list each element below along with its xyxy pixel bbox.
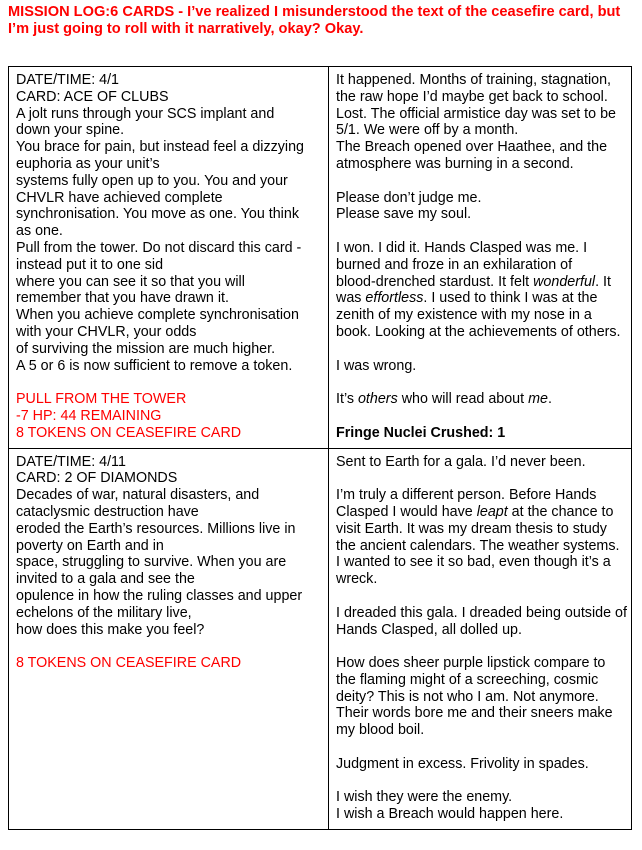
card-text-line: down your spine. [16, 122, 125, 139]
journal-line: book. Looking at the achievements of others. [336, 323, 621, 340]
card-text-line: synchronisation. You move as one. You think [16, 206, 299, 223]
card-text-line: cataclysmic destruction have [16, 503, 199, 520]
journal-line: wreck. [336, 571, 378, 588]
journal-line: Clasped I would have leapt at the chance to [336, 503, 614, 520]
card-text-line: poverty on Earth and in [16, 537, 164, 554]
journal-cell [329, 67, 632, 449]
log-entry-row [9, 448, 632, 830]
journal-line: the raw hope I’d maybe get back to school. [336, 88, 608, 105]
card-cell [9, 67, 329, 449]
mission-log-heading [8, 4, 634, 38]
heading-line-1: MISSION LOG:6 CARDS - I’ve realized I misunderstood the text of the ceasefire card, but [8, 4, 621, 20]
journal-line: blood-drenched stardust. It felt wonderful. It [336, 273, 611, 290]
journal-line: I won. I did it. Hands Clasped was me. I [336, 239, 588, 256]
journal-line: Lost. The official armistice day was set to be [336, 105, 616, 122]
mission-log-table [8, 66, 632, 830]
card-text-line: of surviving the mission are much higher. [16, 340, 276, 357]
card-text-line: echelons of the military live, [16, 604, 192, 621]
journal-line: Please save my soul. [336, 206, 472, 223]
fringe-nuclei-tally: Fringe Nuclei Crushed: 1 [336, 424, 506, 441]
journal-line: I was wrong. [336, 357, 417, 374]
card-text-line: instead put it to one sid [16, 256, 164, 273]
card-text-line: When you achieve complete synchronisation [16, 307, 299, 324]
log-entry-row [9, 67, 632, 449]
card-text-line: CHVLR have achieved complete [16, 189, 223, 206]
journal-line: atmosphere was burning in a second. [336, 155, 574, 172]
card-text-line: A jolt runs through your SCS implant and [16, 105, 275, 122]
journal-line: Hands Clasped, all dolled up. [336, 621, 522, 638]
card-text-line: where you can see it so that you will [16, 273, 245, 290]
journal-line: my blood boil. [336, 722, 425, 739]
card-text-line: space, struggling to survive. When you are [16, 554, 287, 571]
journal-line: visit Earth. It was my dream thesis to study [336, 520, 607, 537]
emphasis: wonderful [533, 273, 596, 290]
journal-line: I dreaded this gala. I dreaded being outside of [336, 604, 627, 621]
heading-line-2: I’m just going to roll with it narratively, okay? Okay. [8, 21, 364, 37]
card-text-line: as one. [16, 223, 63, 240]
journal-line: was effortless. I used to think I was at the [336, 290, 598, 307]
status-line: 8 TOKENS ON CEASEFIRE CARD [16, 655, 242, 672]
journal-line: How does sheer purple lipstick compare to [336, 655, 606, 672]
card-date: DATE/TIME: 4/11 [16, 453, 126, 470]
journal-line: burned and froze in an exhilaration of [336, 256, 573, 273]
journal-line: Judgment in excess. Frivolity in spades. [336, 755, 589, 772]
status-line: -7 HP: 44 REMAINING [16, 407, 162, 424]
journal-line: zenith of my existence with my nose in a [336, 307, 592, 324]
card-text-line: with your CHVLR, your odds [16, 323, 197, 340]
journal-line: I wish a Breach would happen here. [336, 806, 564, 823]
emphasis: me [528, 391, 548, 408]
card-text-line: systems fully open up to you. You and your [16, 172, 288, 189]
card-date: DATE/TIME: 4/1 [16, 72, 120, 88]
journal-line: the ancient calendars. The weather systems. [336, 537, 620, 554]
journal-line: It happened. Months of training, stagnation, [336, 72, 612, 88]
card-text-line: eroded the Earth’s resources. Millions live in [16, 520, 296, 537]
card-text-line: invited to a gala and see the [16, 571, 195, 588]
card-text-line: You brace for pain, but instead feel a dizzying [16, 139, 304, 156]
emphasis: leapt [476, 503, 508, 520]
journal-line: the flaming might of a screeching, cosmic [336, 671, 599, 688]
journal-line: 5/1. We were off by a month. [336, 122, 519, 139]
journal-cell [329, 448, 632, 830]
journal-line: I wanted to see it so bad, even though it’s a [336, 554, 611, 571]
card-text-line: Pull from the tower. Do not discard this card - [16, 239, 302, 256]
card-text-line: euphoria as your unit’s [16, 155, 160, 172]
card-text-line: Decades of war, natural disasters, and [16, 487, 260, 504]
journal-line: deity? This is not who I am. Not anymore. [336, 688, 599, 705]
card-text-line: how does this make you feel? [16, 621, 205, 638]
status-line: PULL FROM THE TOWER [16, 391, 187, 408]
journal-line: Please don’t judge me. [336, 189, 482, 206]
status-line: 8 TOKENS ON CEASEFIRE CARD [16, 424, 242, 441]
journal-line: Their words bore me and their sneers make [336, 705, 613, 722]
journal-line: I wish they were the enemy. [336, 789, 513, 806]
card-text-line: opulence in how the ruling classes and upper [16, 587, 303, 604]
card-text-line: A 5 or 6 is now sufficient to remove a token. [16, 357, 293, 374]
journal-line: Sent to Earth for a gala. I’d never been. [336, 453, 586, 470]
card-cell [9, 448, 329, 830]
emphasis: effortless [365, 290, 424, 307]
card-name: CARD: 2 OF DIAMONDS [16, 470, 178, 487]
journal-line: I’m truly a different person. Before Hands [336, 487, 597, 504]
card-text-line: remember that you have drawn it. [16, 290, 229, 307]
journal-line: It’s others who will read about me. [336, 391, 552, 408]
journal-line: The Breach opened over Haathee, and the [336, 139, 608, 156]
emphasis: others [357, 391, 398, 408]
card-name: CARD: ACE OF CLUBS [16, 88, 169, 105]
